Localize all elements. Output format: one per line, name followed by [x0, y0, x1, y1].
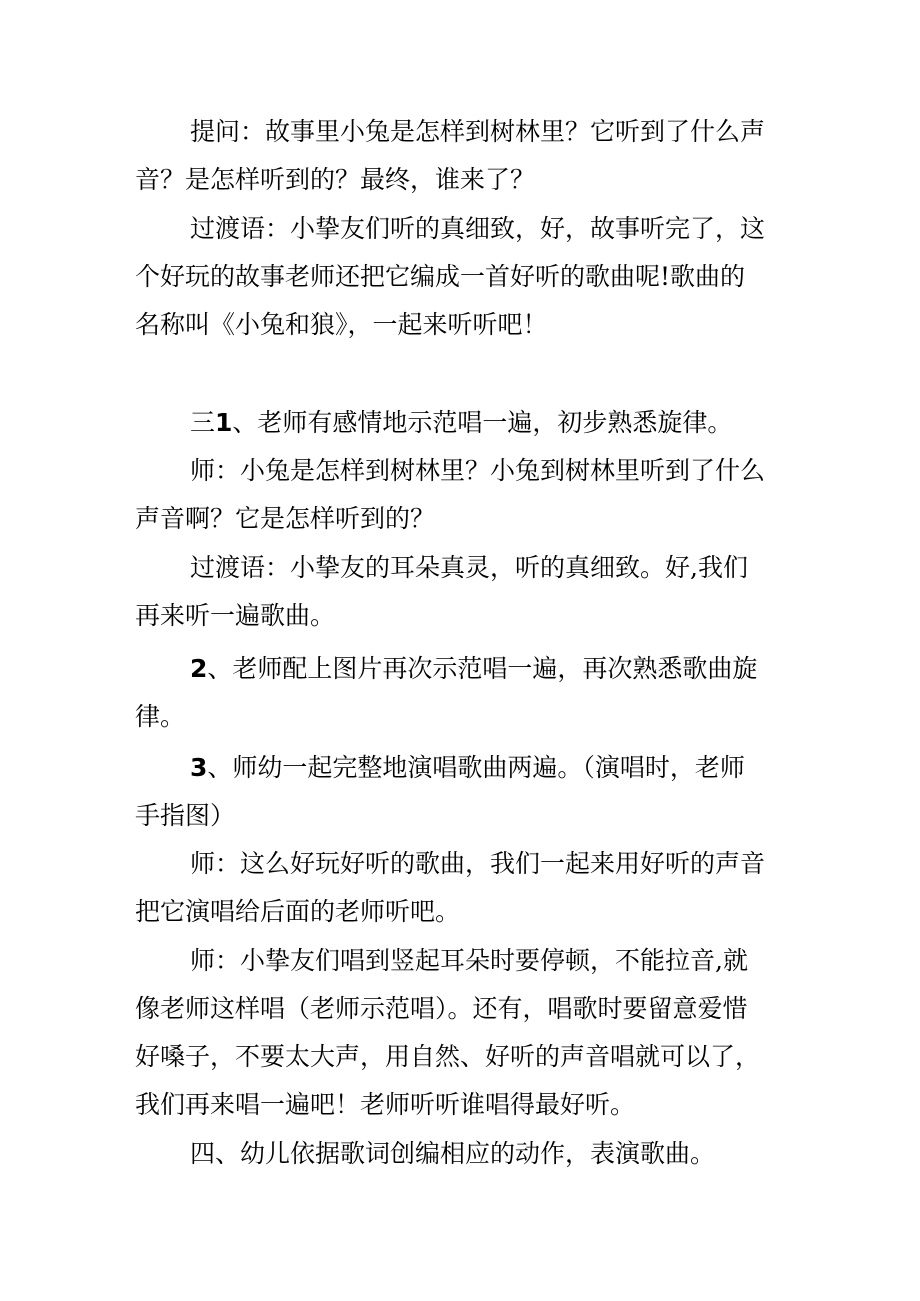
step-text: 、老师配上图片再次示范唱一遍，再次熟悉歌曲旋: [207, 654, 758, 683]
paragraph-section-four: [0, 1130, 715, 1178]
paragraph-teacher-invite: [0, 840, 765, 936]
step-text: 、老师有感情地示范唱一遍，初步熟悉旋律。: [232, 408, 733, 437]
text-line: 好嗓子，不要太大声，用自然、好听的声音唱就可以了，: [135, 1042, 761, 1071]
section-number-text: 三: [190, 408, 216, 437]
step-number: 2: [190, 654, 208, 683]
text-line: 音？是怎样听到的？最终，谁来了？: [135, 165, 536, 194]
text-line: 声音啊？它是怎样听到的？: [135, 504, 436, 533]
text-line: 师：小兔是怎样到树林里？小兔到树林里听到了什么: [190, 456, 766, 485]
text-line: 提问：故事里小兔是怎样到树林里？它听到了什么声: [190, 117, 766, 146]
text-line: 名称叫《小兔和狼》，一起来听听吧！: [135, 310, 548, 339]
text-line: 师：这么好玩好听的歌曲，我们一起来用好听的声音: [190, 849, 766, 878]
paragraph-step-three: [0, 744, 745, 840]
text-line: [0, 645, 757, 693]
paragraph-teacher-question: [0, 447, 765, 543]
text-line: 过渡语：小挚友的耳朵真灵，听的真细致。好,我们: [190, 553, 748, 582]
step-text: 、师幼一起完整地演唱歌曲两遍。（演唱时，老师: [207, 753, 745, 782]
text-line: [0, 399, 732, 447]
paragraph-question: [0, 108, 765, 204]
text-line: 手指图）: [135, 801, 236, 830]
text-line: 再来听一遍歌曲。: [135, 601, 336, 630]
text-line: 过渡语：小挚友们听的真细致，好，故事听完了，这: [190, 214, 766, 243]
text-line: 个好玩的故事老师还把它编成一首好听的歌曲呢!歌曲的: [135, 262, 746, 291]
text-line: 师：小挚友们唱到竖起耳朵时要停顿，不能拉音,就: [190, 946, 748, 975]
text-line: 我们再来唱一遍吧！老师听听谁唱得最好听。: [135, 1090, 636, 1119]
step-number: 1: [215, 408, 233, 437]
step-number: 3: [190, 753, 208, 782]
text-line: 把它演唱给后面的老师听吧。: [135, 897, 461, 926]
paragraph-transition-1: [0, 205, 765, 349]
text-line: 律。: [135, 702, 186, 731]
paragraph-section-three: [0, 399, 732, 447]
paragraph-transition-2: [0, 544, 748, 640]
paragraph-teacher-guidance: [0, 937, 760, 1129]
text-line: 四、幼儿依据歌词创编相应的动作，表演歌曲。: [190, 1139, 716, 1168]
text-line: 像老师这样唱（老师示范唱）。还有，唱歌时要留意爱惜: [135, 994, 748, 1023]
paragraph-step-two: [0, 645, 757, 741]
text-line: [0, 744, 745, 792]
